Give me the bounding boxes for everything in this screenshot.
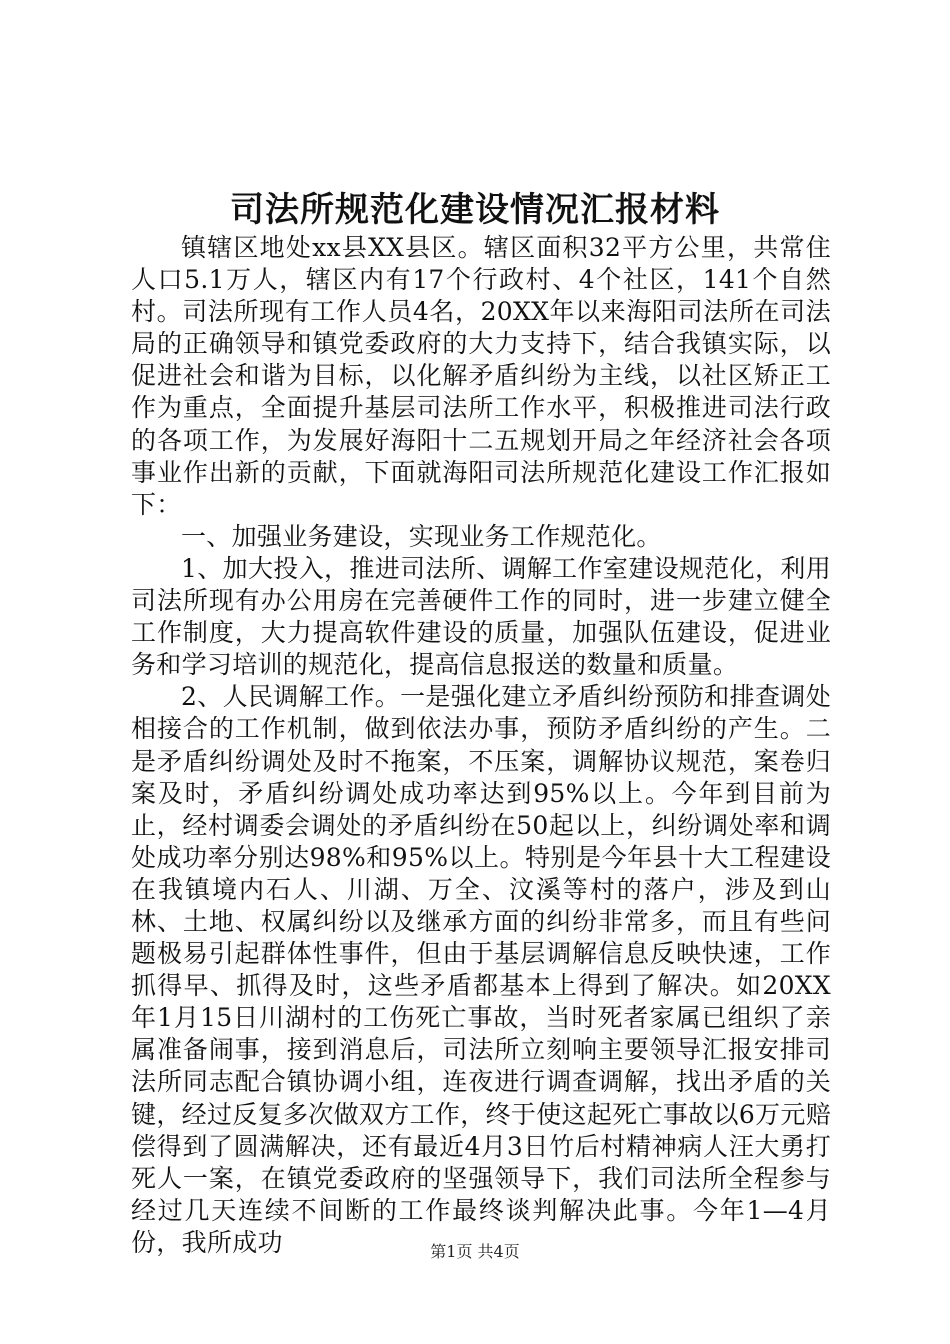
page-footer: 第1页 共4页 [430,1242,520,1261]
document-body [131,232,831,1259]
document-title: 司法所规范化建设情况汇报材料 [230,190,720,230]
paragraph-item-2: 2、人民调解工作。一是强化建立矛盾纠纷预防和排查调处相接合的工作机制，做到依法办事，预防矛盾纠纷的产生。二是矛盾纠纷调处及时不拖案，不压案，调解协议规范，案卷归案及时，矛盾纠纷调处成功率达到95%以上。今年到目前为止，经村调委会调处的矛盾纠纷在50起以上，纠纷调处率和调处成功率分别达98%和95%以上。特别是今年县十大工程建设在我镇境内石人、川湖、万全、汶溪等村的落户，涉及到山林、土地、权属纠纷以及继承方面的纠纷非常多，而且有些问题极易引起群体性事件，但由于基层调解信息反映快速，工作抓得早、抓得及时，这些矛盾都基本上得到了解决。如20XX年1月15日川湖村的工伤死亡事故，当时死者家属已组织了亲属准备闹事，接到消息后，司法所立刻响主要领导汇报安排司法所同志配合镇协调小组，连夜进行调查调解，找出矛盾的关键，经过反复多次做双方工作，终于使这起死亡事故以6万元赔偿得到了圆满解决，还有最近4月3日竹后村精神病人汪大勇打死人一案，在镇党委政府的坚强领导下，我们司法所全程参与经过几天连续不间断的工作最终谈判解决此事。今年1—4月份，我所成功 [131,682,831,1257]
paragraph-intro: 镇辖区地处xx县XX县区。辖区面积32平方公里，共常住人口5.1万人，辖区内有17个行政村、4个社区，141个自然村。司法所现有工作人员4名，20XX年以来海阳司法所在司法局的正确领导和镇党委政府的大力支持下，结合我镇实际，以促进社会和谐为目标，以化解矛盾纠纷为主线，以社区矫正工作为重点，全面提升基层司法所工作水平，积极推进司法行政的各项工作，为发展好海阳十二五规划开局之年经济社会各项事业作出新的贡献，下面就海阳司法所规范化建设工作汇报如下： [131,233,831,519]
paragraph-item-1: 1、加大投入，推进司法所、调解工作室建设规范化，利用司法所现有办公用房在完善硬件工作的同时，进一步建立健全工作制度，大力提高软件建设的质量，加强队伍建设，促进业务和学习培训的规范化，提高信息报送的数量和质量。 [131,553,831,680]
section-heading-1: 一、加强业务建设，实现业务工作规范化。 [181,521,662,551]
